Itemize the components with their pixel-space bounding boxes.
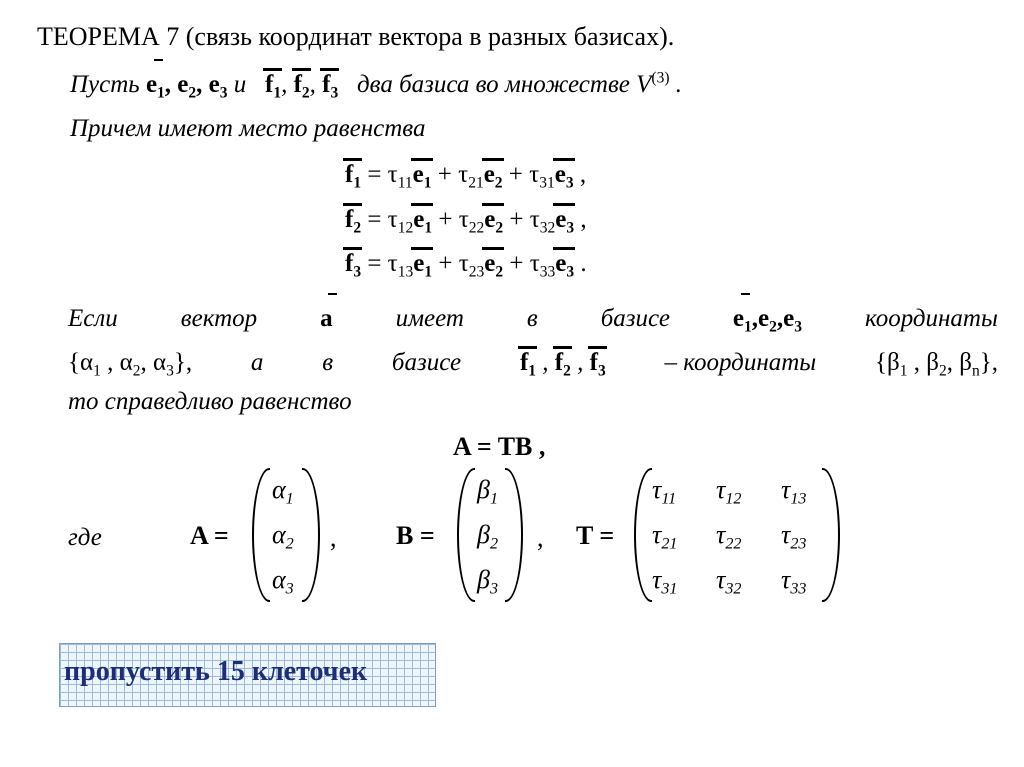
basis-e-vectors: $e_1$, $e_2$, $e_3$ <box>145 71 228 102</box>
equation-f3: $f_3 = \tau_{13}e_1 + \tau_{23}e_2 + \tau_{33}e_3$ . <box>345 250 587 281</box>
paragraph-line-3: то справедливо равенство <box>68 388 352 415</box>
matrix-b-right-paren <box>505 468 523 602</box>
matrix-a-cell: $\alpha_1$ <box>272 475 294 508</box>
grid-note-box <box>59 643 436 707</box>
paragraph-line-2: {$\alpha_1$ , $\alpha_2$, $\alpha_3$}, а в базисе $f_1$ , $f_2$ , $f_3$ – координаты {$\beta_1$ , $\beta_2$, $\beta_n$}, <box>68 349 998 380</box>
vector-f1: $f_1$ <box>265 71 282 102</box>
matrix-b-cell: $\beta_1$ <box>477 475 499 508</box>
alpha-set: {$\alpha_1$ , $\alpha_2$, $\alpha_3$}, <box>68 349 193 380</box>
matrix-t-cell: $\tau_{23}$ <box>781 520 807 553</box>
matrix-t-cell: $\tau_{31}$ <box>652 565 678 598</box>
matrix-t-cell: $\tau_{11}$ <box>652 475 677 508</box>
matrix-b-cell: $\beta_3$ <box>477 565 499 598</box>
comma: , <box>330 523 337 552</box>
matrix-t-cell: $\tau_{33}$ <box>781 565 807 598</box>
lead-word: Пусть <box>70 71 140 98</box>
vector-f2: $f_2$ <box>293 71 310 102</box>
matrix-b-cell: $\beta_2$ <box>477 520 499 553</box>
comma: , <box>537 523 544 552</box>
matrix-a-label: A = <box>190 521 229 550</box>
main-equation: A = TB , <box>453 432 546 461</box>
matrix-a-cell: $\alpha_3$ <box>272 565 294 598</box>
matrix-t-cell: $\tau_{21}$ <box>652 520 678 553</box>
equation-f2: $f_2 = \tau_{12}e_1 + \tau_{22}e_2 + \tau_{32}e_3$ , <box>345 206 587 237</box>
matrix-a-cell: $\alpha_2$ <box>272 520 294 553</box>
matrix-b-left-paren <box>457 468 475 602</box>
matrix-t-cell: $\tau_{32}$ <box>716 565 742 598</box>
matrix-t-left-paren <box>634 468 652 602</box>
space-superscript: (3) <box>651 69 670 87</box>
matrix-t-label: T = <box>576 521 615 550</box>
matrix-t-cell: $\tau_{22}$ <box>716 520 742 553</box>
vector-a: a <box>320 305 333 332</box>
and-word: и <box>233 71 247 98</box>
skip-cells-note: пропустить 15 клеточек <box>64 656 368 687</box>
matrix-a-right-paren <box>302 468 320 602</box>
two-bases-text: два базиса во множестве V <box>357 71 652 98</box>
matrix-b-label: B = <box>396 521 435 550</box>
paragraph-line-1: Если вектор a имеет в базисе $e_1,e_2,e_3$ координаты <box>68 305 998 336</box>
equalities-intro: Причем имеют место равенства <box>70 115 426 142</box>
basis-e-vectors-2: $e_1,e_2,e_3$ <box>732 305 802 336</box>
where-word: где <box>68 524 102 551</box>
matrix-t-cell: $\tau_{13}$ <box>781 475 807 508</box>
period: . <box>675 71 682 98</box>
basis-statement: Пусть $e_1$, $e_2$, $e_3$ и $f_1$, $f_2$, $f_3$ два базиса во множестве $V^{(3)}$ . <box>70 69 682 102</box>
theorem-title: ТЕОРЕМА 7 (связь координат вектора в разных базисах). <box>37 22 675 51</box>
vector-f3: $f_3$ <box>322 71 339 102</box>
equation-f1: $f_1 = \tau_{11}e_1 + \tau_{21}e_2 + \tau_{31}e_3$ , <box>345 161 587 192</box>
matrix-t-cell: $\tau_{12}$ <box>716 475 742 508</box>
beta-set: {$\beta_1$ , $\beta_2$, $\beta_n$}, <box>875 349 998 380</box>
matrix-t-right-paren <box>822 468 840 602</box>
matrix-a-left-paren <box>252 468 270 602</box>
